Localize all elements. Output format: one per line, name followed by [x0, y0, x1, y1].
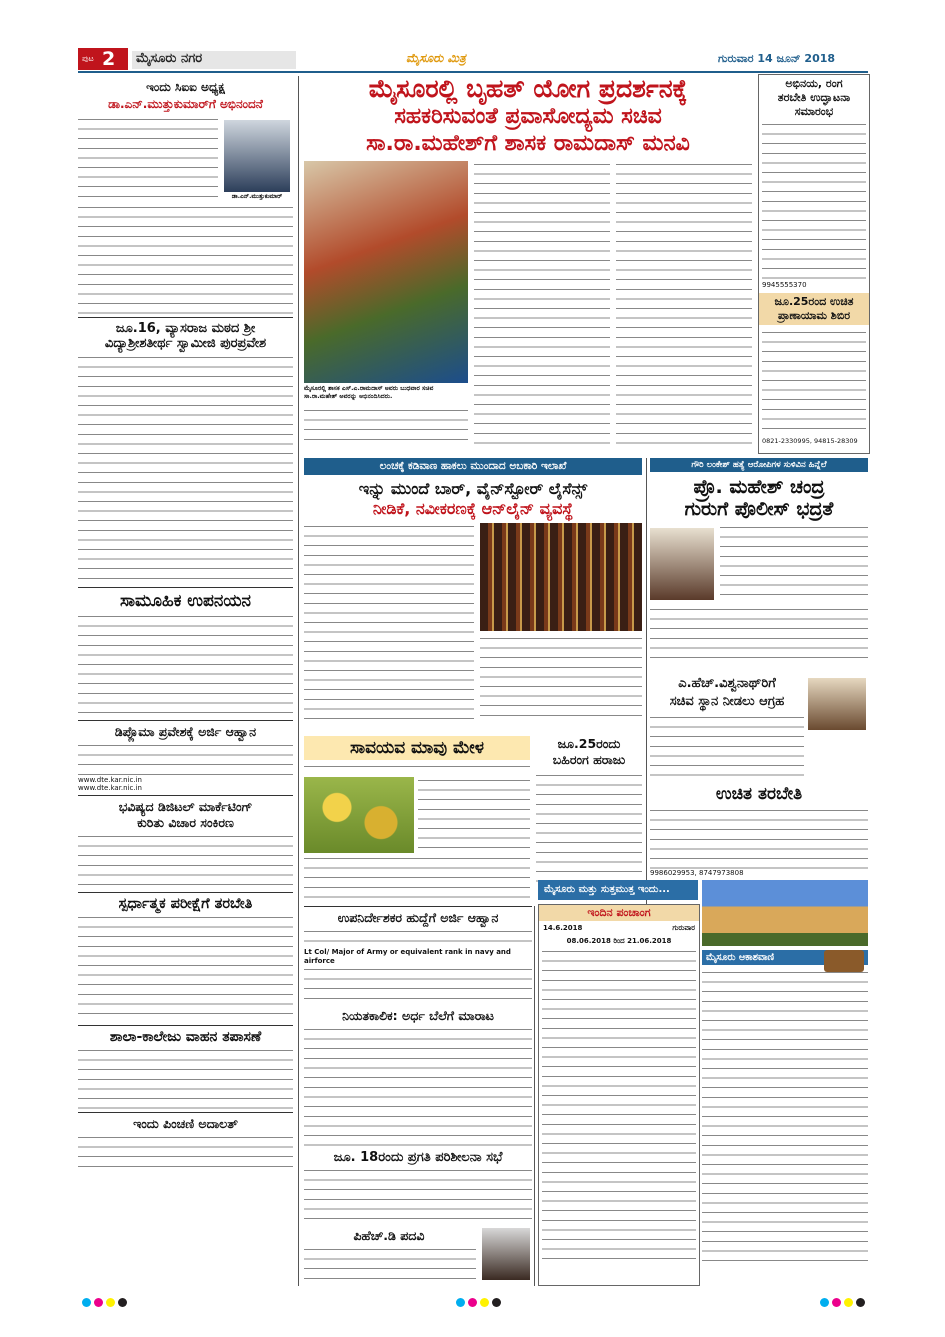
panchanga-day: ಗುರುವಾರ	[672, 924, 695, 932]
reg-mark	[106, 1298, 115, 1307]
column-separator	[646, 458, 647, 908]
reg-mark	[492, 1298, 501, 1307]
left-column	[78, 76, 293, 1286]
story-exam-body	[78, 914, 293, 1022]
story-diploma-headline: ಡಿಪ್ಲೊಮಾ ಪ್ರವೇಶಕ್ಕೆ ಅರ್ಜಿ ಆಹ್ವಾನ	[114, 724, 257, 739]
registration-marks-right	[820, 1292, 868, 1311]
wine-body-1	[304, 523, 474, 723]
rightbox-sub-phone: 0821-2330995, 94815-28309	[762, 437, 858, 445]
mango-body-2	[418, 777, 530, 853]
teacher-app-body-1	[304, 928, 532, 948]
gauri-body-1	[720, 524, 868, 604]
reg-mark	[118, 1298, 127, 1307]
reg-mark	[94, 1298, 103, 1307]
lead-story	[304, 74, 752, 454]
panchanga-body	[542, 948, 696, 1268]
periodical-body-2	[304, 1084, 532, 1148]
story-digital-headline-2: ಕುರಿತು ವಿಚಾರ ಸಂಕಿರಣ	[137, 815, 234, 830]
radio-title: ಮೈಸೂರು ಆಕಾಶವಾಣಿ	[702, 950, 868, 965]
page-number: 2	[102, 48, 116, 70]
portrait-caption: ಡಾ.ಎನ್.ಮುತ್ತುಕುಮಾರ್	[231, 193, 283, 200]
wine-kicker: ಲಂಚಕ್ಕೆ ಕಡಿವಾಣ ಹಾಕಲು ಮುಂದಾದ ಅಬಕಾರಿ ಇಲಾಖೆ	[304, 458, 642, 475]
rightbox-body	[762, 121, 866, 281]
wine-story	[304, 458, 642, 730]
training-story	[650, 784, 868, 888]
city-today-title: ಮೈಸೂರು ಮತ್ತು ಸುತ್ತಮುತ್ತ ಇಂದು...	[544, 884, 670, 895]
rightbox-phone: 9945555370	[762, 281, 807, 289]
issue-date: ಗುರುವಾರ 14 ಜೂನ್ 2018	[718, 52, 836, 65]
story-cii-body-2	[78, 204, 293, 314]
radio-icon	[824, 950, 864, 972]
teacher-app-headline: ಉಪನಿರ್ದೇಶಕರ ಹುದ್ದೆಗೆ ಅರ್ಜಿ ಆಹ್ವಾನ	[337, 910, 499, 925]
story-digital-headline-1: ಭವಿಷ್ಯದ ಡಿಜಿಟಲ್ ಮಾರ್ಕೆಟಿಂಗ್	[118, 799, 253, 814]
portrait-muthukumar	[224, 120, 290, 192]
story-pension-body	[78, 1134, 293, 1174]
city-today-band	[538, 880, 698, 900]
reg-mark	[844, 1298, 853, 1307]
story-vehicle-body	[78, 1047, 293, 1109]
lead-headline-2: ಸಹಕರಿಸುವಂತೆ ಪ್ರವಾಸೋದ್ಯಮ ಸಚಿವ	[394, 104, 662, 129]
city-today-section	[538, 880, 868, 1286]
radio-box	[702, 950, 868, 1284]
gauri-story	[650, 458, 868, 670]
lead-photo	[304, 161, 468, 383]
divider	[78, 1112, 293, 1113]
paper-name: ಮೈಸೂರು ಮಿತ್ರ	[406, 51, 466, 65]
rightbox-headline-3: ಸಮಾರಂಭ	[794, 105, 834, 118]
auction-headline-1: ಜೂ.25ರಂದು	[557, 736, 621, 751]
periodical-body-1	[304, 1026, 532, 1080]
rightbox-sub-headline-2: ಪ್ರಾಣಾಯಾಮ ಶಿಬಿರ	[777, 309, 851, 322]
story-upanayana-body	[78, 613, 293, 717]
divider	[304, 906, 532, 907]
story-vehicle-headline: ಶಾಲಾ-ಕಾಲೇಜು ವಾಹನ ತಪಾಸಣೆ	[109, 1029, 262, 1045]
teacher-app-term: Lt Col/ Major of Army or equivalent rank in navy and airforce	[304, 948, 511, 965]
training-phone: 9986029953, 8747973808	[650, 869, 744, 877]
gauri-kicker: ಗೌರಿ ಲಂಕೇಶ್ ಹತ್ಯೆ ಆರೋಪಿಗಳ ಸುಳಿವಿನ ಹಿನ್ನೆಲೆ	[650, 458, 868, 472]
reg-mark	[856, 1298, 865, 1307]
column-separator	[534, 906, 535, 1286]
wine-body-2	[480, 635, 642, 723]
portrait-phd	[482, 1228, 530, 1280]
divider	[78, 587, 293, 588]
panchanga-range: 08.06.2018 ರಿಂದ 21.06.2018	[566, 937, 672, 945]
phd-headline: ಪಿಹೆಚ್.ಡಿ ಪದವಿ	[353, 1228, 425, 1243]
masthead-rule	[78, 71, 868, 73]
lead-photo-caption: ಮೈಸೂರಲ್ಲಿ ಶಾಸಕ ಎಸ್.ಎ.ರಾಮದಾಸ್ ಅವರು ಬುಧವಾರ ಸಚಿವ ಸಾ.ರಾ.ಮಹೇಶ್ ಅವರನ್ನು ಅಭಿನಂದಿಸಿದರು.	[304, 385, 434, 400]
story-exam-headline: ಸ್ಪರ್ಧಾತ್ಮಕ ಪರೀಕ್ಷೆಗೆ ತರಬೇತಿ	[118, 896, 253, 912]
portrait-mahesh-chandra	[650, 528, 714, 600]
reg-mark	[832, 1298, 841, 1307]
mango-story	[304, 736, 530, 900]
panchanga-date: 14.6.2018	[543, 924, 583, 932]
vishwanath-headline-2: ಸಚಿವ ಸ್ಥಾನ ನೀಡಲು ಆಗ್ರಹ	[669, 694, 785, 709]
reg-mark	[82, 1298, 91, 1307]
divider	[78, 795, 293, 796]
reg-mark	[456, 1298, 465, 1307]
registration-marks-center	[456, 1292, 504, 1311]
mango-body-1	[304, 763, 530, 775]
phd-story	[304, 1228, 532, 1286]
story-cii-headline: ಡಾ.ಎನ್.ಮುತ್ತುಕುಮಾರ್‌ಗೆ ಅಭಿನಂದನೆ	[108, 97, 263, 111]
rightbox-sub-body	[762, 329, 866, 437]
reg-mark	[820, 1298, 829, 1307]
divider	[78, 720, 293, 721]
reg-mark	[468, 1298, 477, 1307]
rightbox-sub-headline-1: ಜೂ.25ರಂದ ಉಚಿತ	[774, 295, 854, 308]
story-diploma-body	[78, 742, 293, 776]
vishwanath-body	[650, 714, 804, 778]
reg-mark	[480, 1298, 489, 1307]
meeting-body	[304, 1167, 532, 1221]
training-body	[650, 807, 868, 869]
teacher-app-story	[304, 910, 532, 1004]
story-cii-body-1	[78, 116, 218, 204]
phd-body	[304, 1246, 476, 1286]
mango-photo	[304, 777, 414, 853]
periodical-headline: ನಿಯತಕಾಲಿಕ: ಅರ್ಧ ಬೆಲೆಗೆ ಮಾರಾಟ	[342, 1008, 494, 1023]
rightbox-headline-1: ಅಭಿನಯ, ರಂಗ	[785, 77, 843, 90]
lead-body-col-2	[474, 161, 610, 447]
radio-body	[702, 969, 868, 1269]
auction-headline-2: ಬಹಿರಂಗ ಹರಾಜು	[552, 752, 626, 767]
gauri-body-2	[650, 606, 868, 664]
meeting-headline: ಜೂ. 18ರಂದು ಪ್ರಗತಿ ಪರಿಶೀಲನಾ ಸಭೆ	[333, 1150, 503, 1165]
vishwanath-headline-1: ಎ.ಹೆಚ್.ವಿಶ್ವನಾಥ್‌ರಿಗೆ	[678, 676, 776, 691]
teacher-app-body-2	[304, 966, 532, 1004]
diploma-link-1[interactable]: www.dte.kar.nic.in	[78, 776, 142, 784]
lead-body-col-3	[616, 161, 752, 447]
portrait-vishwanath	[808, 678, 866, 730]
wine-shelf-photo	[480, 523, 642, 631]
divider	[78, 892, 293, 893]
story-pension-headline: ಇಂದು ಪಿಂಚಣಿ ಅದಾಲತ್	[133, 1116, 238, 1131]
story-upanayana-headline: ಸಾಮೂಹಿಕ ಉಪನಯನ	[119, 591, 252, 611]
masthead	[78, 48, 868, 70]
mango-headline: ಸಾವಯವ ಮಾವು ಮೇಳ	[304, 736, 530, 760]
story-digital-body	[78, 833, 293, 889]
gauri-headline-2: ಗುರುಗೆ ಪೊಲೀಸ್ ಭದ್ರತೆ	[684, 498, 834, 520]
divider	[78, 317, 293, 318]
auction-story	[536, 736, 642, 900]
divider	[78, 1025, 293, 1026]
lead-headline-1: ಮೈಸೂರಲ್ಲಿ ಬೃಹತ್ ಯೋಗ ಪ್ರದರ್ಶನಕ್ಕೆ	[368, 74, 688, 103]
diploma-link-2[interactable]: www.dte.kar.nic.in	[78, 784, 142, 792]
auction-body	[536, 772, 642, 890]
gauri-headline-1: ಪ್ರೊ. ಮಹೇಶ್ ಚಂದ್ರ	[693, 476, 825, 498]
wine-headline-2: ನೀಡಿಕೆ, ನವೀಕರಣಕ್ಕೆ ಆನ್‌ಲೈನ್ ವ್ಯವಸ್ಥೆ	[372, 499, 574, 518]
story-vyasaraja-headline-2: ವಿದ್ಯಾಶ್ರೀಶತೀರ್ಥ ಸ್ವಾಮೀಜಿ ಪುರಪ್ರವೇಶ	[104, 336, 267, 351]
page-label: ಪುಟ	[82, 54, 94, 63]
vishwanath-story	[650, 674, 868, 780]
periodical-story	[304, 1008, 532, 1146]
palace-photo	[702, 880, 868, 946]
column-separator	[298, 76, 299, 1286]
rightbox-headline-2: ತರಬೇತಿ ಉದ್ಘಾಟನಾ	[777, 91, 851, 104]
section-title: ಮೈಸೂರು ನಗರ	[132, 51, 296, 69]
lead-body-col-1	[304, 407, 468, 447]
story-vyasaraja-headline-1: ಜೂ.16, ವ್ಯಾಸರಾಜ ಮಠದ ಶ್ರೀ	[115, 321, 256, 336]
story-vyasaraja-body	[78, 354, 293, 584]
panchanga-box	[538, 904, 700, 1286]
training-headline: ಉಚಿತ ತರಬೇತಿ	[715, 784, 803, 804]
page-number-badge	[78, 48, 128, 70]
story-cii-kicker: ಇಂದು ಸಿಐಐ ಅಧ್ಯಕ್ಷ	[146, 80, 225, 94]
meeting-story	[304, 1150, 532, 1224]
right-box-story	[758, 74, 870, 454]
panchanga-title: ಇಂದಿನ ಪಂಚಾಂಗ	[539, 905, 699, 921]
lead-headline-3: ಸಾ.ರಾ.ಮಹೇಶ್‌ಗೆ ಶಾಸಕ ರಾಮದಾಸ್ ಮನವಿ	[366, 131, 690, 156]
mango-body-3	[304, 855, 530, 899]
wine-headline-1: ಇನ್ನು ಮುಂದೆ ಬಾರ್, ವೈನ್‌ಸ್ಟೋರ್ ಲೈಸೆನ್ಸ್	[358, 479, 588, 498]
registration-marks-left	[82, 1292, 130, 1311]
